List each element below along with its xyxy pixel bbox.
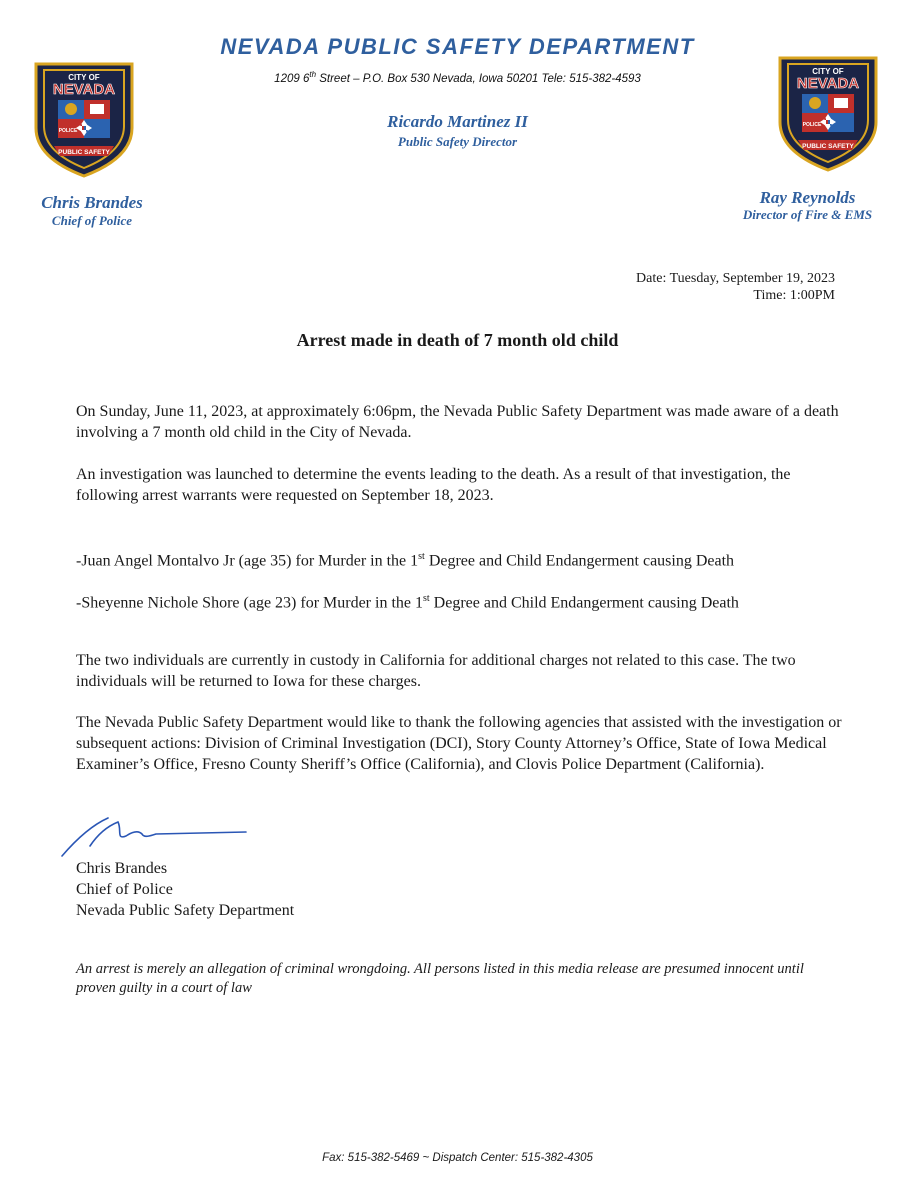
paragraph-acknowledgements: The Nevada Public Safety Department would like to thank the following agencies that assisted with the investigation or subsequent actions: Division of Criminal Investigation (DCI), Story County Attorney’s Office, State of Iowa Medical Examiner’s Office, Fresno County Sheriff’s Office (California), and Clovis Police Department (California). bbox=[76, 714, 842, 773]
paragraph-incident: On Sunday, June 11, 2023, at approximately 6:06pm, the Nevada Public Safety Department was made aware of a death involving a 7 month old child in the City of Nevada. bbox=[76, 403, 839, 441]
chief-of-police-title: Chief of Police bbox=[51, 213, 133, 228]
badge-top-text: CITY OF bbox=[812, 67, 844, 76]
press-release-headline: Arrest made in death of 7 month old child bbox=[296, 330, 619, 350]
signatory-organization: Nevada Public Safety Department bbox=[76, 902, 295, 919]
badge-bottom-text: PUBLIC SAFETY bbox=[58, 149, 110, 156]
legal-disclaimer: An arrest is merely an allegation of criminal wrongdoing. All persons listed in this media release are presumed innocent until proven guilty in a court of law bbox=[76, 961, 804, 996]
release-datetime bbox=[636, 270, 835, 304]
release-date: Date: Tuesday, September 19, 2023 bbox=[636, 271, 835, 286]
badge-police-text: POLICE bbox=[58, 128, 78, 134]
director-name: Ricardo Martinez II bbox=[387, 112, 528, 131]
warrant-item: -Juan Angel Montalvo Jr (age 35) for Murder in the 1st Degree and Child Endangerment causing Death bbox=[76, 551, 735, 570]
public-safety-badge-right bbox=[776, 50, 880, 172]
director-title: Public Safety Director bbox=[397, 134, 518, 149]
warrant-item: -Sheyenne Nichole Shore (age 23) for Murder in the 1st Degree and Child Endangerment causing Death bbox=[76, 593, 739, 612]
signatory-name: Chris Brandes bbox=[76, 860, 168, 877]
paragraph-investigation: An investigation was launched to determine the events leading to the death. As a result of that investigation, the following arrest warrants were requested on September 18, 2023. bbox=[76, 466, 791, 504]
badge-police-text: POLICE bbox=[802, 122, 822, 128]
signature-block bbox=[76, 858, 294, 921]
public-safety-badge-left bbox=[32, 56, 136, 178]
badge-bottom-text: PUBLIC SAFETY bbox=[802, 143, 854, 150]
fire-director-name: Ray Reynolds bbox=[759, 188, 856, 207]
badge-city-text: NEVADA bbox=[796, 75, 860, 92]
paragraph-custody: The two individuals are currently in custody in California for additional charges not related to this case. The two individuals will be returned to Iowa for these charges. bbox=[76, 652, 796, 690]
footer-contact: Fax: 515-382-5469 ~ Dispatch Center: 515-382-4305 bbox=[322, 1152, 593, 1164]
release-time: Time: 1:00PM bbox=[753, 288, 835, 303]
organization-title: NEVADA PUBLIC SAFETY DEPARTMENT bbox=[220, 34, 695, 59]
chief-of-police-name: Chris Brandes bbox=[41, 193, 143, 212]
organization-address: 1209 6th Street – P.O. Box 530 Nevada, Iowa 50201 Tele: 515-382-4593 bbox=[274, 70, 641, 85]
signatory-title: Chief of Police bbox=[76, 881, 173, 898]
fire-director-title: Director of Fire & EMS bbox=[742, 207, 873, 222]
badge-top-text: CITY OF bbox=[68, 73, 100, 82]
handwritten-signature bbox=[60, 812, 250, 860]
badge-city-text: NEVADA bbox=[52, 81, 116, 98]
